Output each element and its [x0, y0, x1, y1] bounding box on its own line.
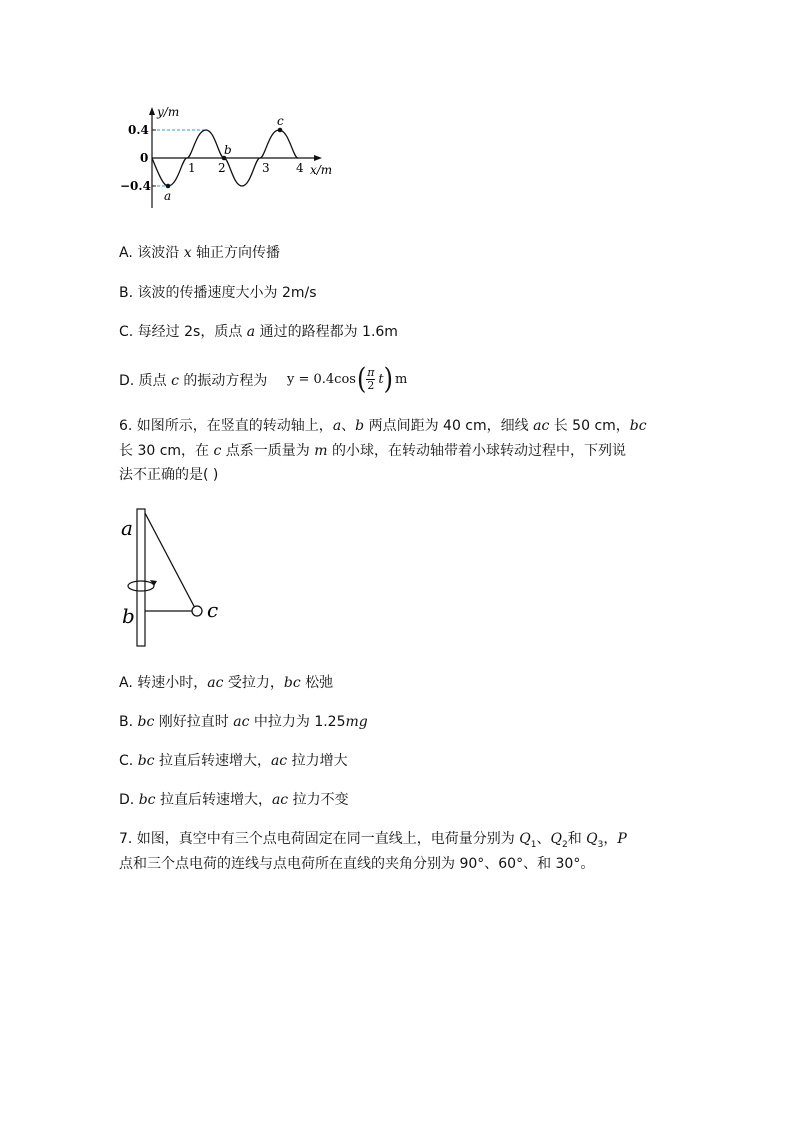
rotation-shaft: [137, 509, 145, 646]
q5-option-a-text-end: 轴正方向传播: [191, 245, 281, 261]
q6-option-c-var-1: bc: [137, 753, 155, 769]
x-tick-label-4: 4: [296, 161, 304, 175]
q5-option-a-var: x: [183, 245, 192, 261]
q6-line-2: [119, 443, 626, 459]
rotation-figure: [115, 505, 230, 650]
q6-line-1: [119, 418, 647, 434]
q6-var-ac: ac: [533, 418, 550, 434]
q6-option-b-var-2: ac: [233, 714, 250, 730]
point-c-label: c: [277, 114, 284, 128]
q6-var-m: m: [314, 443, 328, 459]
q7-charge-3-sub: 3: [597, 839, 604, 850]
q7-charge-1: Q: [519, 831, 531, 847]
q5-option-c: [119, 324, 398, 340]
q6-option-b-text-end: 中拉力为 1.25: [249, 714, 346, 730]
q6-line-3: [119, 467, 218, 483]
q5-option-d-text: D. 质点: [119, 373, 172, 389]
q6-option-a-var-2: bc: [283, 675, 301, 691]
q6-var-bc: bc: [629, 418, 647, 434]
q7-sep-3: ，: [603, 831, 618, 847]
formula-lhs: y = 0.4cos: [287, 371, 356, 387]
formula-numerator: π: [367, 365, 375, 379]
q6-option-b-text-mid: 刚好拉直时: [154, 714, 234, 730]
y-axis-label: y/m: [157, 105, 180, 119]
q6-option-c-text-mid: 拉直后转速增大，: [154, 753, 271, 769]
q6-option-b-var-3: mg: [345, 714, 368, 730]
q6-option-c: [119, 753, 348, 769]
q7-charge-2-sub: 2: [561, 839, 568, 850]
q5-option-b: [119, 285, 317, 301]
q6-option-c-var-2: ac: [270, 753, 288, 769]
q7-sep-1: 、: [536, 831, 551, 847]
q6-option-a-text-end: 松弛: [300, 675, 334, 691]
y-tick-label-zero: 0: [140, 151, 149, 165]
q6-option-c-text-end: 拉力增大: [287, 753, 348, 769]
q7-line-1: [119, 831, 627, 853]
formula-unit: m: [394, 371, 408, 387]
q6-text-1: 6. 如图所示，在竖直的转动轴上，: [119, 418, 333, 434]
y-tick-label-bottom: −0.4: [120, 179, 151, 193]
q6-option-b-var-1: bc: [137, 714, 155, 730]
q5-option-a-text: A. 该波沿: [119, 245, 184, 261]
q7-text-1: 7. 如图，真空中有三个点电荷固定在同一直线上，电荷量分别为: [119, 831, 520, 847]
q6-option-d-text-mid: 拉直后转速增大，: [155, 792, 272, 808]
y-tick-label-top: 0.4: [128, 123, 149, 137]
q7-point-p: P: [617, 831, 627, 847]
string-ac: [145, 513, 196, 610]
q6-sep: 、: [341, 418, 356, 434]
q6-option-d: [119, 792, 349, 808]
q6-var-c: c: [213, 443, 222, 459]
x-tick-label-1: 1: [188, 161, 196, 175]
q7-sep-2: 和: [567, 831, 587, 847]
q6-option-d-text: D.: [119, 792, 139, 808]
q5-option-b-text: B. 该波的传播速度大小为 2m/s: [119, 285, 317, 301]
figure-label-c: c: [207, 598, 219, 622]
point-c: [278, 128, 283, 133]
formula-denominator: 2: [367, 378, 375, 392]
q6-text-3: 长 50 cm，: [549, 418, 630, 434]
q6-option-a-var-1: ac: [207, 675, 224, 691]
q6-text-6: 的小球，在转动轴带着小球转动过程中，下列说: [327, 443, 626, 459]
q6-option-d-var-2: ac: [271, 792, 289, 808]
q5-option-d-text-end: 的振动方程为: [178, 373, 268, 389]
point-a-label: a: [164, 189, 172, 203]
q6-var-a: a: [332, 418, 342, 434]
q6-option-b-text: B.: [119, 714, 138, 730]
q6-option-b: [119, 714, 368, 730]
q5-option-a: [119, 245, 280, 261]
q7-charge-3: Q: [586, 831, 598, 847]
point-a: [166, 184, 171, 189]
q7-charge-2: Q: [550, 831, 562, 847]
q6-option-a: [119, 675, 333, 691]
formula-paren-left: (: [356, 362, 367, 396]
q6-var-b: b: [355, 418, 365, 434]
q7-charge-1-sub: 1: [530, 839, 537, 850]
x-tick-label-3: 3: [262, 161, 270, 175]
q7-text-2: 点和三个点电荷的连线与点电荷所在直线的夹角分别为 90°、60°、和 30°。: [119, 856, 595, 872]
q6-text-2: 两点间距为 40 cm，细线: [364, 418, 534, 434]
q6-option-a-text: A. 转速小时，: [119, 675, 208, 691]
x-tick-label-2: 2: [218, 161, 226, 175]
q6-option-c-text: C.: [119, 753, 138, 769]
x-axis-label: x/m: [310, 163, 333, 177]
figure-label-b: b: [122, 604, 135, 628]
q5-option-c-var: a: [246, 324, 256, 340]
point-b-label: b: [224, 143, 232, 157]
q6-option-d-var-1: bc: [138, 792, 156, 808]
q7-line-2: [119, 856, 594, 872]
q6-option-a-text-mid: 受拉力，: [223, 675, 284, 691]
q5-option-d-var: c: [171, 373, 179, 389]
q6-option-d-text-end: 拉力不变: [288, 792, 349, 808]
figure-label-a: a: [121, 516, 133, 540]
q6-text-5: 点系一质量为: [221, 443, 315, 459]
q5-option-c-text-end: 通过的路程都为 1.6m: [255, 324, 398, 340]
ball-c: [192, 606, 202, 616]
formula-fraction: [366, 367, 375, 392]
formula-paren-right: ): [383, 362, 393, 396]
q6-text-7: 法不正确的是( ): [119, 467, 219, 483]
q5-option-d: [119, 373, 267, 389]
x-axis-arrow: [314, 155, 322, 161]
y-axis-arrow: [149, 107, 155, 115]
q5-option-c-text: C. 每经过 2s，质点: [119, 324, 247, 340]
formula-t: t: [378, 371, 384, 387]
vibration-formula: [287, 362, 407, 396]
wave-graph: [110, 100, 350, 210]
q6-text-4: 长 30 cm，在: [119, 443, 214, 459]
